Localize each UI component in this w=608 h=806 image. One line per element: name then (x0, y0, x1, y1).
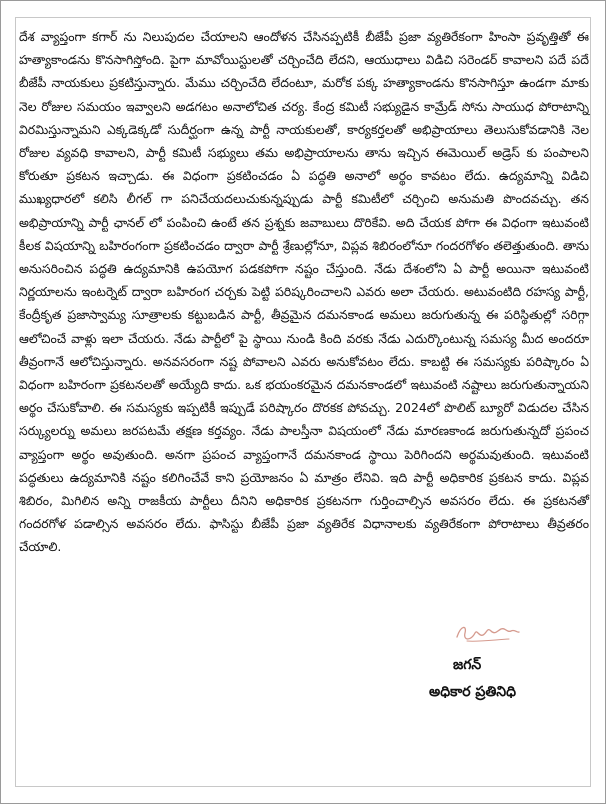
handwritten-signature (453, 615, 523, 649)
signatory-title: అధికార ప్రతినిధి (429, 684, 517, 700)
statement-body: దేశ వ్యాప్తంగా కగార్ ను నిలుపుదల చేయాలని ఆందోళన చేసినప్పటికీ బీజేపీ ప్రజా వ్యతిరేకంగా హింసా ప్రవృత్తితో ఈ హత్యాకాండను కొనసాగిస్తోంది. పైగా మావోయిస్టులతో చర్చించేది లేదని, ఆయుధాలు విడిచి సరెండర్ కావాలని పదే పదే బీజేపీ నాయకులు ప్రకటిస్తున్నారు. మేము చర్చించేది లేదంటూ, మరోక పక్క హత్యాకాండను కొనసాగిస్తూ ఉండగా మాకు నెల రోజుల సమయం ఇవ్వాలని అడగటం అనాలోచిత చర్య. కేంద్ర కమిటీ సభ్యుడైన కామ్రేడ్ సోను సాయుధ పోరాటాన్ని విరమిస్తున్నామని ఎక్కడెక్కడో సుదీర్ఘంగా ఉన్న పార్టీ నాయకులతో, కార్యకర్తలతో అభిప్రాయాలు తెలుసుకోవడానికి నెల రోజుల వ్యవధి కావాలని, పార్టీ కమిటీ సభ్యులు తమ అభిప్రాయాలను తాను ఇచ్చిన ఈమెయిల్ అడ్రెస్ కు పంపాలని కోరుతూ ప్రకటన ఇచ్చాడు. ఈ విధంగా ప్రకటించడం ఏ పద్ధతి అనాలో అర్థం కావటం లేదు. ఉద్యమాన్ని విడిచి ముఖ్యధారలో కలిసి లీగల్ గా పనిచేయదలుచుకున్నప్పుడు పార్టీ కమిటీలో చర్చించి అనుమతి పొందవచ్చు. తన అభిప్రాయాన్ని పార్టీ ఛానల్ లో పంపించి ఉంటే తన ప్రశ్నకు జవాబులు దొరికేవి. అది చేయక పోగా ఈ విధంగా ఇటువంటి కీలక విషయాన్ని బహిరంగంగా ప్రకటించడం ద్వారా పార్టీ శ్రేణుల్లోనూ, విప్లవ శిబిరంలోనూ గందరగోళం తలెత్తుతుంది. తాను అనుసరించిన పద్ధతి ఉద్యమానికి ఉపయోగ పడకపోగా నష్టం చేస్తుంది. నేడు దేశంలోని ఏ పార్టీ అయినా ఇటువంటి నిర్ణయాలను ఇంటర్నెట్ ద్వారా బహిరంగ చర్చకు పెట్టి పరిష్కరించాలని ఎవరు అలా చేయరు. అటువంటిది రహస్య పార్టీ, కేంద్రీకృత ప్రజాస్వామ్య సూత్రాలకు కట్టుబడిన పార్టీ, తీవ్రమైన దమనకాండ అమలు జరుగుతున్న ఈ పరిస్థితుల్లో సరిగ్గా ఆలోచించే వాళ్లు ఇలా చేయరు. నేడు పార్టీలో పై స్థాయి నుండి కింది వరకు నేడు ఎదుర్కొంటున్న సమస్య మీద అందరూ తీవ్రంగానే ఆలోచిస్తున్నారు. అనవసరంగా నష్ట పోవాలని ఎవరు అనుకోవటం లేదు. కాబట్టి ఈ సమస్యకు పరిష్కారం ఏ విధంగా బహిరంగా ప్రకటనలతో అయ్యేది కాదు. ఒక భయంకరమైన దమనకాండలో ఇటువంటి నష్టాలు జరుగుతున్నాయని అర్థం చేసుకోవాలి. ఈ సమస్యకు ఇప్పటికీ ఇప్పుడే పరిష్కారం దొరకక పోవచ్చు. 2024లో పొలిట్ బ్యూరో విడుదల చేసిన సర్క్యులర్ను అమలు జరపటమే తక్షణ కర్తవ్యం. నేడు పాలస్తీనా విషయంలో నేడు మారణకాండ జరుగుతున్నదో ప్రపంచ వ్యాప్తంగా అర్థం అవుతుంది. అనగా ప్రపంచ వ్యాప్తంగానే దమనకాండ స్థాయి పెరిగిందని అర్థమవుతుంది. ఇటువంటి పద్ధతులు ఉద్యమానికి నష్టం కలిగించేవే కాని ప్రయోజనం ఏ మాత్రం లేనివి. ఇది పార్టీ అధికారిక ప్రకటన కాదు. విప్లవ శిబిరం, మిగిలిన అన్ని రాజకీయ పార్టీలు దీనిని అధికారిక ప్రకటనగా గుర్తించాల్సిన అవసరం లేదు. ఈ ప్రకటనతో గందరగోళ పడాల్సిన అవసరం లేదు. ఫాసిస్టు బీజేపీ ప్రజా వ్యతిరేక విధానాలకు వ్యతిరేకంగా పోరాటాలు తీవ్రతరం చేయాలి. (19, 29, 589, 555)
signatory-name: జగన్ (453, 657, 482, 673)
